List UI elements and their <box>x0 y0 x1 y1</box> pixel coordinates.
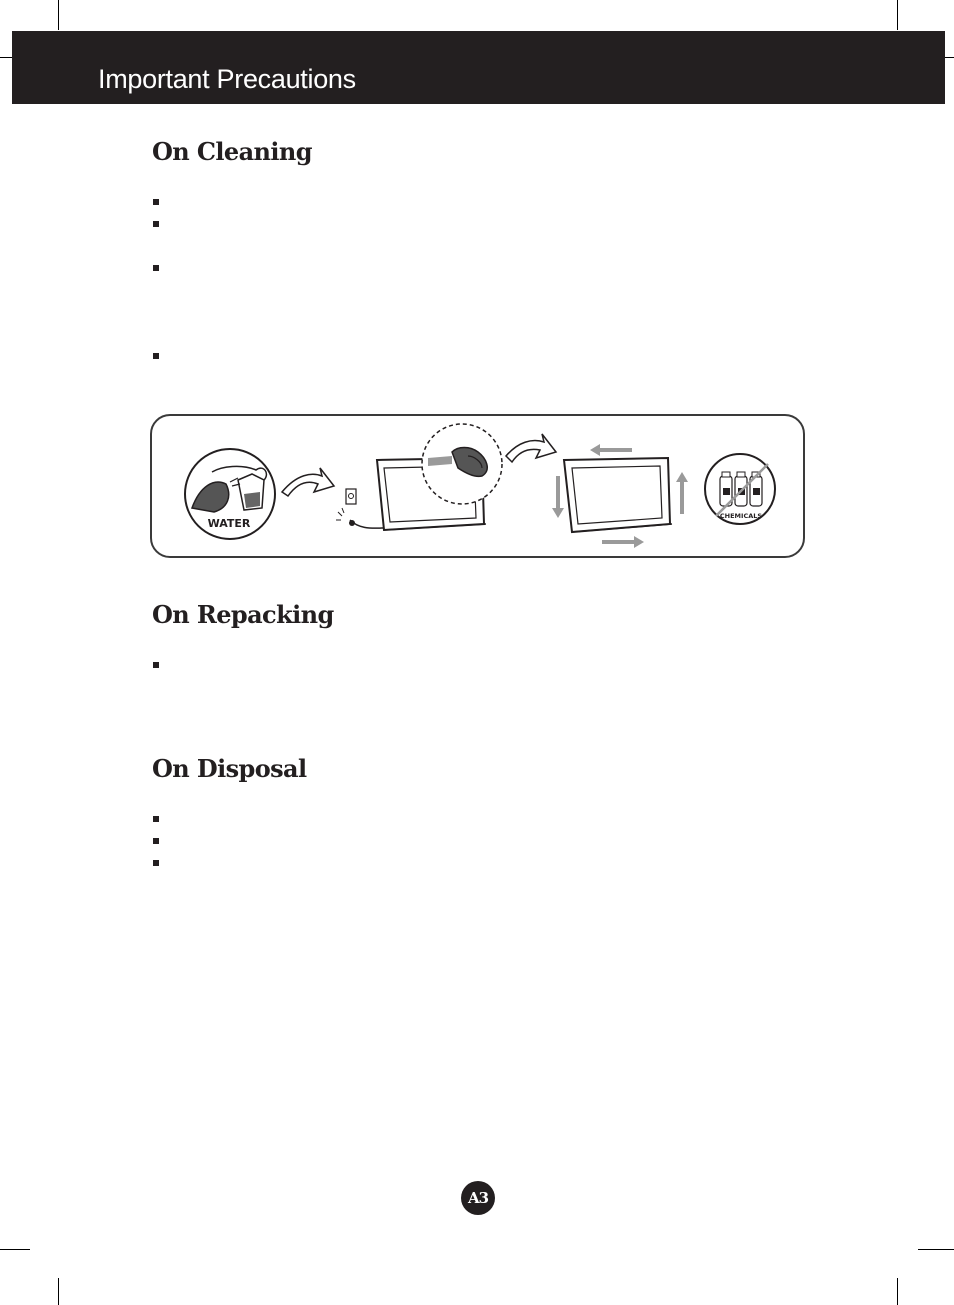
no-chemicals-icon <box>705 454 775 524</box>
list-bullet <box>153 838 159 844</box>
list-bullet <box>153 199 159 205</box>
repacking-heading: On Repacking <box>152 600 334 629</box>
arrow-icon <box>506 434 556 462</box>
power-outlet-icon <box>336 489 384 528</box>
list-bullet <box>153 860 159 866</box>
crop-mark <box>0 1249 30 1250</box>
arrow-icon <box>282 468 334 496</box>
cleaning-heading: On Cleaning <box>152 137 312 166</box>
page-title: Important Precautions <box>98 64 356 94</box>
crop-mark <box>897 0 898 30</box>
list-bullet <box>153 265 159 271</box>
monitor-icon <box>564 458 672 532</box>
crop-mark <box>918 1249 954 1250</box>
water-label: WATER <box>207 517 251 530</box>
chemicals-label: CHEMICALS <box>719 512 763 520</box>
list-bullet <box>153 221 159 227</box>
list-bullet <box>153 662 159 668</box>
crop-mark <box>58 1278 59 1305</box>
crop-mark <box>0 57 12 58</box>
page-number: A3 <box>461 1181 495 1215</box>
disposal-heading: On Disposal <box>152 754 307 783</box>
crop-mark <box>897 1278 898 1305</box>
list-bullet <box>153 816 159 822</box>
cleaning-illustration <box>150 414 805 558</box>
crop-mark <box>945 57 954 58</box>
list-bullet <box>153 353 159 359</box>
crop-mark <box>58 0 59 30</box>
water-spray-icon <box>185 449 275 539</box>
